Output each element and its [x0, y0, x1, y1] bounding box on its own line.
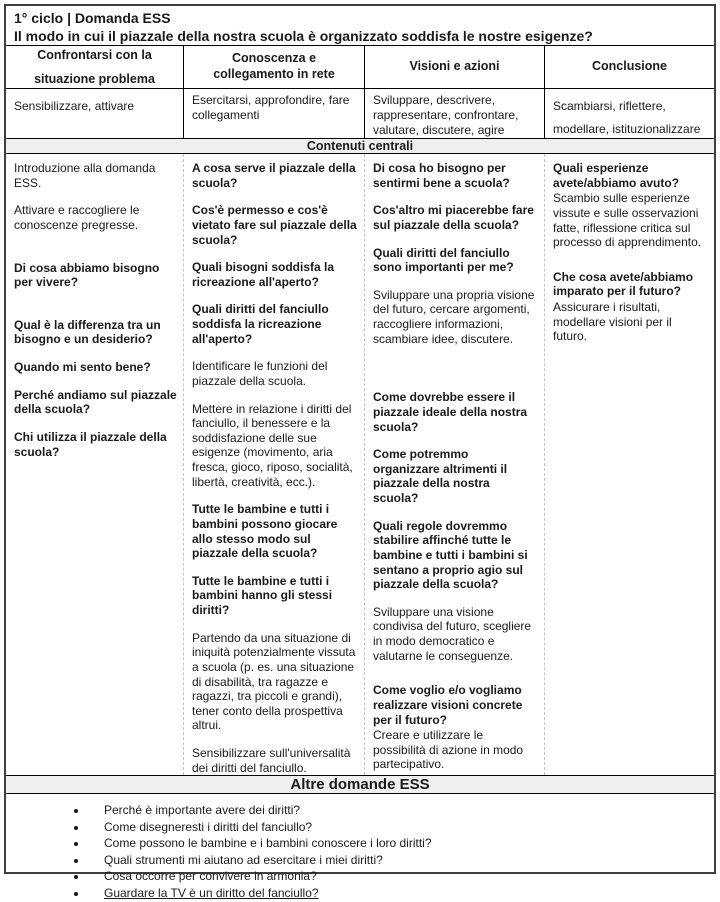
content-cell-3 [364, 154, 544, 775]
page-title: Il modo in cui il piazzale della nostra scuola è organizzato soddisfa le nostre esigenze? [14, 28, 593, 45]
content-paragraph: Assicurare i risultati, modellare visioni per il futuro. [553, 300, 672, 344]
content-paragraph: Cos'è permesso e cos'è vietato fare sul piazzale della scuola? [192, 203, 357, 247]
activity-cell-4: Scambiarsi, riflettere, modellare, istituzionalizzare [544, 89, 714, 138]
content-cell-4 [544, 154, 714, 775]
activity-cell-3: Sviluppare, descrivere, rappresentare, confrontare, valutare, discutere, agire [364, 89, 544, 138]
content-paragraph: Quali bisogni soddisfa la ricreazione all'aperto? [192, 260, 335, 289]
altre-domande-band: Altre domande ESS [6, 775, 714, 794]
phase-header-conoscenza: Conoscenza e collegamento in rete [183, 46, 364, 88]
phase-header-row [6, 46, 714, 89]
content-paragraph: Di cosa abbiamo bisogno per vivere? [14, 260, 160, 290]
content-paragraph: Cos'altro mi piacerebbe fare sul piazzale della scuola? [373, 203, 534, 232]
content-paragraph: Tutte le bambine e tutti i bambini possono giocare allo stesso modo sul piazzale della scuola? [192, 502, 338, 561]
content-cell-1 [6, 154, 183, 775]
other-questions-list [16, 802, 704, 901]
list-item: • Cosa occorre per convivere in armonia? [88, 868, 704, 885]
document-table [4, 4, 716, 900]
content-paragraph: Creare e utilizzare le possibilità di azione in modo partecipativo. [373, 728, 524, 772]
content-paragraph: Identificare le funzioni del piazzale della scuola. [192, 359, 328, 388]
list-item: • Quali strumenti mi aiutano ad esercitare i miei diritti? [88, 852, 704, 869]
content-paragraph: A cosa serve il piazzale della scuola? [192, 161, 356, 190]
content-paragraph: Come dovrebbe essere il piazzale ideale della nostra scuola? [373, 390, 528, 434]
content-paragraph: Come voglio e/o vogliamo realizzare visioni concrete per il futuro? [373, 683, 523, 727]
content-paragraph: Quando mi sento bene? [14, 360, 151, 374]
content-paragraph: Come potremmo organizzare altrimenti il piazzale della nostra scuola? [373, 447, 508, 505]
title-block [6, 6, 714, 46]
cycle-label: 1° ciclo | Domanda ESS [14, 10, 171, 26]
phase-header-confrontarsi: Confrontarsi con la situazione problema [34, 47, 155, 86]
content-paragraph: Qual è la differenza tra un bisogno e un desiderio? [14, 317, 161, 347]
phase-header-visioni: Visioni e azioni [364, 46, 544, 88]
content-paragraph: Sviluppare una visione condivisa del futuro, scegliere in modo democratico e valutarne le conseguenze. [373, 604, 532, 663]
content-paragraph: Quali diritti del fanciullo soddisfa la ricreazione all'aperto? [192, 302, 329, 346]
phase-activity-row [6, 89, 714, 139]
content-paragraph: Perché andiamo sul piazzale della scuola? [14, 387, 177, 417]
content-paragraph: Partendo da una situazione di iniquità potenzialmente vissuta a scuola (p. es. una situazione di disabilità, tra ragazze e ragazzi, tra piccoli e grandi), tener conto della prospettiva altrui. [192, 630, 356, 733]
content-paragraph: Chi utilizza il piazzale della scuola? [14, 429, 167, 459]
phase-header-conclusione: Conclusione [544, 46, 714, 88]
list-item: • Come disegneresti i diritti del fanciullo? [88, 819, 704, 836]
content-paragraph: Attivare e raccogliere le conoscenze pregresse. [14, 203, 140, 232]
content-paragraph: Di cosa ho bisogno per sentirmi bene a scuola? [373, 161, 510, 190]
other-questions-section [6, 794, 714, 901]
content-paragraph: Quali diritti del fanciullo sono importanti per me? [373, 245, 514, 275]
content-cell-2 [183, 154, 364, 775]
list-item: • Perché è importante avere dei diritti? [88, 802, 704, 819]
content-paragraph: Mettere in relazione i diritti del fanciullo, il benessere e la soddisfazione delle sue esigenze (movimento, aria fresca, gioco, riposo, socialità, libertà, creatività, ecc.). [192, 401, 353, 489]
content-paragraph: Quali regole dovremmo stabilire affinché tutte le bambine e tutti i bambini si sentano a proprio agio sul piazzale della scuola? [373, 518, 528, 592]
content-paragraph: Sensibilizzare sull'universalità dei diritti del fanciullo. [192, 746, 351, 775]
activity-cell-2: Esercitarsi, approfondire, fare collegamenti [183, 89, 364, 138]
content-paragraph: Sviluppare una propria visione del futuro, cercare argomenti, raccogliere informazioni, scambiare idee, discutere. [373, 287, 535, 346]
activity-cell-1: Sensibilizzare, attivare [14, 99, 135, 113]
content-paragraph: Tutte le bambine e tutti i bambini hanno gli stessi diritti? [192, 573, 333, 617]
content-row [6, 154, 714, 775]
content-paragraph: Scambio sulle esperienze vissute e sulle osservazioni fatte, riflessione critica sul processo di apprendimento. [553, 191, 702, 250]
content-paragraph: Quali esperienze avete/abbiamo avuto? [553, 161, 680, 190]
list-item: • Come possono le bambine e i bambini conoscere i loro diritti? [88, 835, 704, 852]
content-paragraph: Che cosa avete/abbiamo imparato per il futuro? [553, 269, 694, 299]
tv-question-link[interactable]: • Guardare la TV è un diritto del fanciullo? [88, 885, 704, 902]
content-paragraph: Introduzione alla domanda ESS. [14, 161, 156, 190]
contenuti-centrali-band: Contenuti centrali [6, 139, 714, 154]
